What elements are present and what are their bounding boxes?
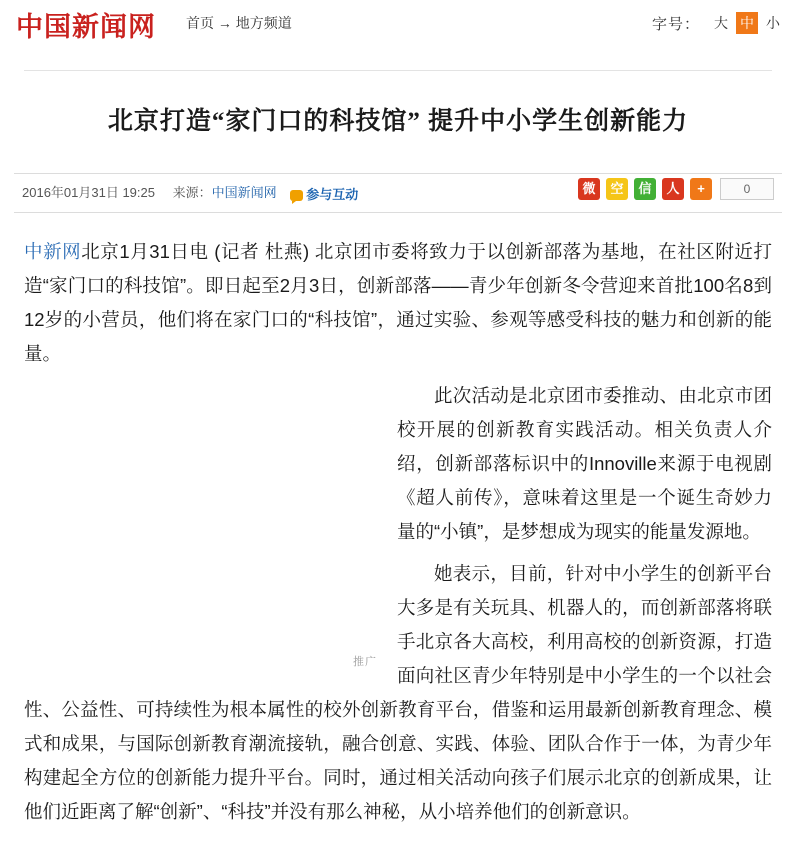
site-header bbox=[0, 0, 796, 56]
wechat-share-glyph: 信 bbox=[638, 180, 652, 196]
font-size-switcher bbox=[652, 12, 786, 34]
participate-interaction-link[interactable] bbox=[290, 184, 358, 203]
article-promo-image bbox=[24, 385, 379, 681]
sina-weibo-share-glyph: 微 bbox=[582, 180, 596, 196]
more-share-glyph: + bbox=[697, 180, 705, 196]
sina-weibo-share-icon[interactable] bbox=[578, 178, 600, 200]
font-size-large-button[interactable]: 大 bbox=[714, 15, 728, 31]
title-section bbox=[24, 70, 772, 156]
source-label: 来源： bbox=[172, 184, 212, 200]
qzone-share-icon[interactable] bbox=[606, 178, 628, 200]
article-meta-left bbox=[22, 182, 358, 201]
lead-source-link[interactable]: 中新网 bbox=[24, 240, 82, 262]
breadcrumb bbox=[186, 13, 292, 33]
source-link[interactable]: 中国新闻网 bbox=[211, 184, 277, 200]
breadcrumb-arrow-icon: → bbox=[217, 15, 232, 31]
comment-bubble-icon bbox=[290, 190, 303, 201]
wechat-share-icon[interactable] bbox=[634, 178, 656, 200]
font-size-medium-button[interactable]: 中 bbox=[736, 12, 758, 34]
breadcrumb-home[interactable]: 首页 bbox=[186, 15, 214, 31]
renren-share-glyph: 人 bbox=[666, 180, 680, 196]
font-size-small-button[interactable]: 小 bbox=[766, 15, 780, 31]
breadcrumb-section[interactable]: 地方频道 bbox=[235, 15, 292, 31]
promo-tag-label: 推广 bbox=[353, 655, 377, 668]
more-share-icon[interactable] bbox=[690, 178, 712, 200]
article-paragraph-3: 她表示，目前，针对中小学生的创新平台大多是有关玩具、机器人的，而创新部落将联手北京各大高校，利用高校的创新资源，打造面向社区青少年特别是中小学生的一个以社会性、公益性、可持续性为根本属性的校外创新教育平台，借鉴和运用最新创新教育理念、模式和成果，与国际创新教育潮流接轨，融合创意、实践、体验、团队合作于一体，为青少年构建起全方位的创新能力提升平台。同时，通过相关活动向孩子们展示北京的创新成果，让他们近距离了解“创新”、“科技”并没有那么神秘，从小培养他们的创新意识。 bbox=[24, 562, 772, 822]
article-paragraph-lead bbox=[24, 235, 772, 371]
article-paragraph-2: 此次活动是北京团市委推动、由北京市团校开展的创新教育实践活动。相关负责人介绍，创新部落标识中的Innoville来源于电视剧《超人前传》，意味着这里是一个诞生奇妙力量的“小镇”，是梦想成为现实的能量发源地。 bbox=[397, 384, 772, 542]
qzone-share-glyph: 空 bbox=[610, 180, 624, 196]
font-size-label: 字号： bbox=[651, 15, 700, 33]
article-paragraph-lead-text: 北京1月31日电 (记者 杜燕) 北京团市委将致力于以创新部落为基地，在社区附近打造“家门口的科技馆”。即日起至2月3日，创新部落——青少年创新冬令营迎来首批100名8到12岁的小营员，他们将在家门口的“科技馆”，通过实验、参观等感受科技的魅力和创新的能量。 bbox=[24, 240, 772, 364]
share-bar bbox=[572, 178, 774, 200]
share-count-badge: 0 bbox=[720, 178, 774, 200]
page-title: 北京打造“家门口的科技馆” 提升中小学生创新能力 bbox=[107, 107, 689, 135]
participate-label: 参与互动 bbox=[306, 186, 359, 202]
article-body bbox=[24, 235, 772, 829]
article-source bbox=[173, 185, 281, 200]
renren-share-icon[interactable] bbox=[662, 178, 684, 200]
site-logo[interactable]: 中国新闻网 bbox=[16, 11, 156, 42]
article-meta-bar bbox=[14, 173, 782, 213]
publish-datetime: 2016年01月31日 19:25 bbox=[22, 184, 155, 200]
